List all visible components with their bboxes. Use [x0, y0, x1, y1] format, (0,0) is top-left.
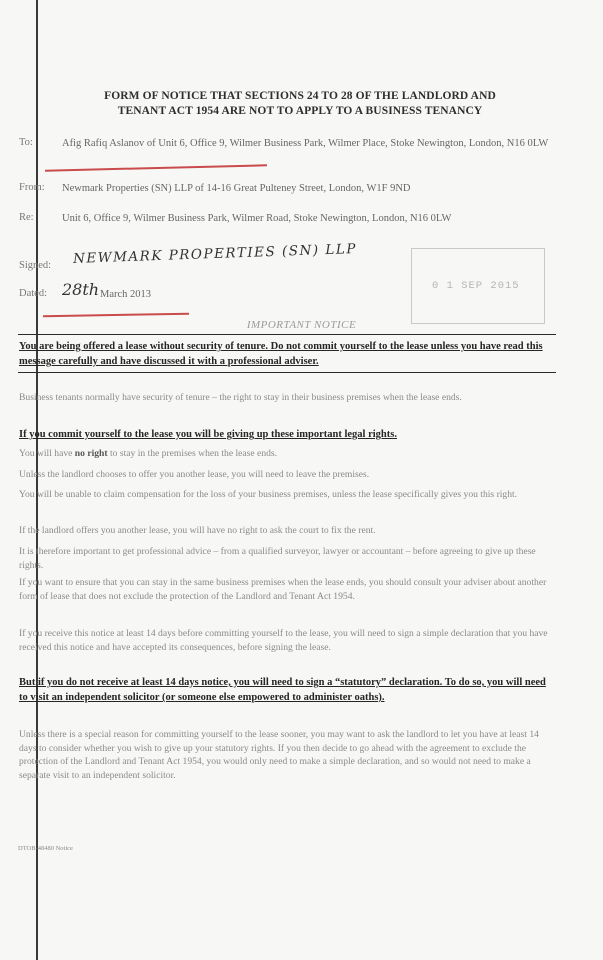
document-title: [40, 89, 560, 119]
dated-month-year: March 2013: [100, 289, 152, 300]
security-of-tenure-paragraph: Business tenants normally have security of tenure – the right to stay in their business premises when the lease ends.: [19, 392, 462, 403]
rent-paragraph: If the landlord offers you another lease, you will have no right to ask the court to fix the rent.: [19, 525, 376, 536]
important-notice-heading: IMPORTANT NOTICE: [246, 319, 357, 331]
dated-label: Dated:: [19, 288, 47, 299]
handwritten-day: 28th: [62, 280, 100, 299]
re-label: Re:: [19, 212, 34, 223]
notice-bottom-rule: [18, 372, 556, 373]
no-right-bold: no right: [74, 448, 108, 459]
compensation-paragraph: You will be unable to claim compensation for the loss of your business premises, unless the lease specifically gives you this right.: [19, 489, 518, 500]
received-stamp-date: 0 1 SEP 2015: [432, 280, 520, 292]
form-reference-code: DTOB-48480 Notice: [18, 845, 73, 852]
signed-label: Signed:: [19, 260, 52, 271]
statutory-declaration-paragraph: But if you do not receive at least 14 days notice, you will need to sign a “statutory” declaration. To do so, you will need to visit an independent solicitor (or someone else empowered to administer oaths).: [19, 677, 546, 703]
consult-adviser-paragraph: If you want to ensure that you can stay in the same business premises when the lease ends, you should consult your adviser about another form of lease that does not exclude the protection of the Landlord and Tenant Act 1954.: [19, 577, 547, 602]
no-right-post: to stay in the premises when the lease ends.: [107, 448, 278, 459]
to-label: To:: [19, 137, 33, 148]
notice-top-rule: [18, 334, 556, 335]
no-right-paragraph: [19, 447, 555, 461]
special-reason-paragraph: Unless there is a special reason for committing yourself to the lease sooner, you may want to ask the landlord to let you have at least 14 days to consider whether you wish to give up your statutory rights. If you then decide to go ahead with the agreement to exclude the protection of the Landlord and Tenant Act 1954, you would only need to make a simple declaration, and so would not need to make a separate visit to an independent solicitor.: [19, 729, 539, 781]
simple-declaration-paragraph: If you receive this notice at least 14 days before committing yourself to the lease, you will need to sign a simple declaration that you have received this notice and have accepted its consequences, before signing the lease.: [19, 628, 548, 653]
commit-warning: If you commit yourself to the lease you will be giving up these important legal rights.: [19, 429, 397, 440]
red-pen-underline-to: [45, 164, 267, 171]
leave-premises-paragraph: Unless the landlord chooses to offer you another lease, you will need to leave the premises.: [19, 469, 370, 480]
professional-advice-paragraph: It is therefore important to get professional advice – from a qualified surveyor, lawyer or accountant – before agreeing to give up these rights.: [19, 546, 536, 571]
handwritten-signature: NEWMARK PROPERTIES (SN) LLP: [72, 241, 358, 267]
red-pen-underline-date: [43, 313, 189, 317]
from-address: Newmark Properties (SN) LLP of 14-16 Great Pulteney Street, London, W1F 9ND: [62, 183, 411, 194]
warning-paragraph: You are being offered a lease without security of tenure. Do not commit yourself to the lease unless you have read this message carefully and have discussed it with a professional adviser.: [19, 341, 543, 367]
title-line-1: FORM OF NOTICE THAT SECTIONS 24 TO 28 OF THE LANDLORD AND: [104, 90, 496, 102]
re-premises: Unit 6, Office 9, Wilmer Business Park, Wilmer Road, Stoke Newington, London, N16 0LW: [62, 213, 452, 224]
no-right-pre: You will have: [19, 448, 75, 459]
from-label: From:: [19, 182, 45, 193]
to-address: Afig Rafiq Aslanov of Unit 6, Office 9, Wilmer Business Park, Wilmer Place, Stoke Newington, London, N16 0LW: [62, 138, 549, 149]
title-line-2: TENANT ACT 1954 ARE NOT TO APPLY TO A BUSINESS TENANCY: [117, 105, 483, 117]
